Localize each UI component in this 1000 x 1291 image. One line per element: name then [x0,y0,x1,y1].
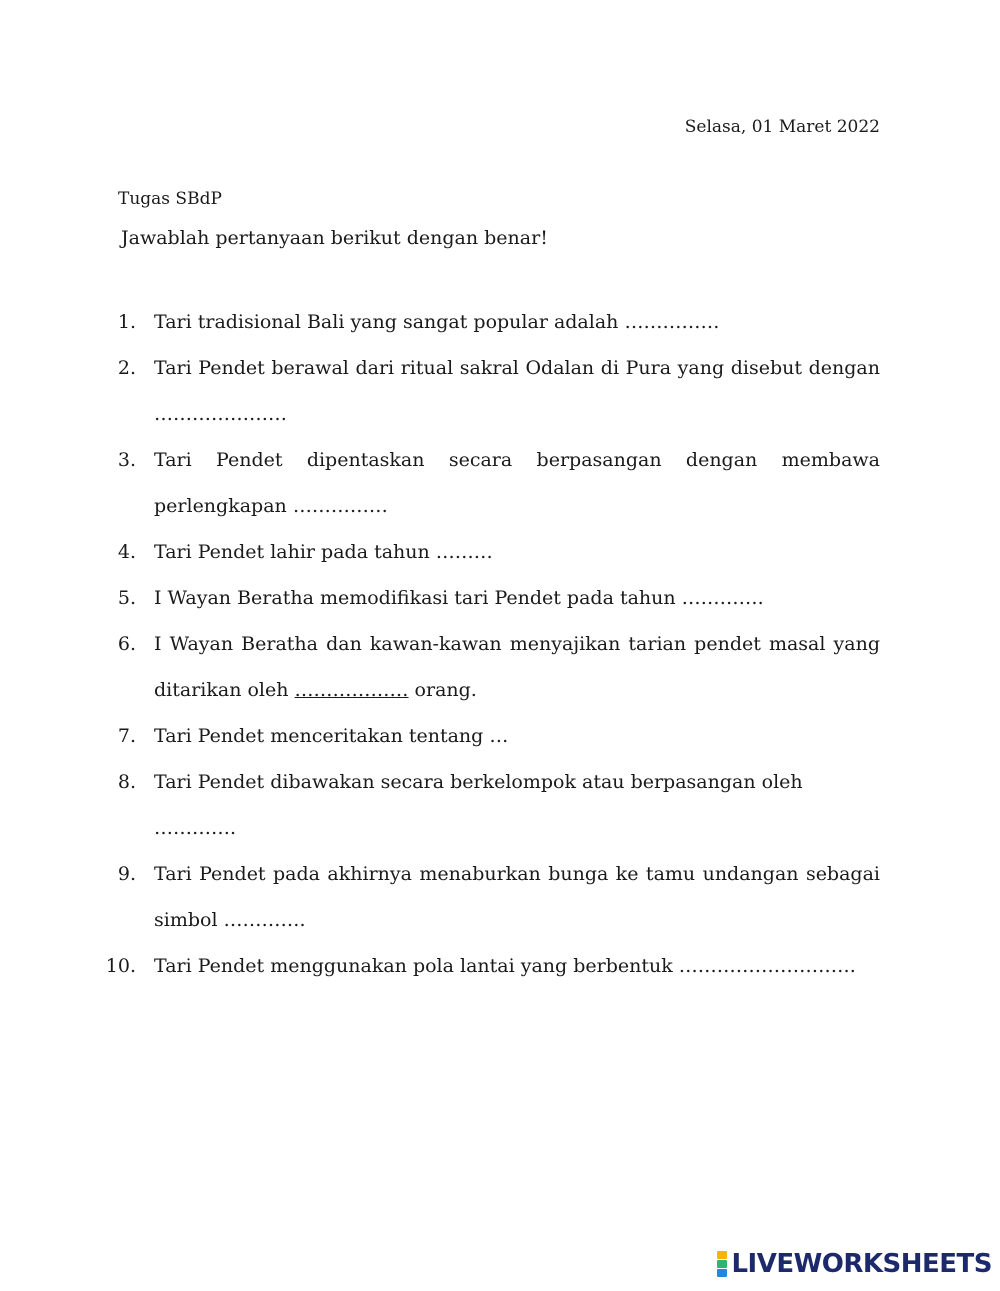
question-number: 10. [105,955,136,977]
question-item [100,621,880,713]
logo-mark-icon [717,1251,727,1277]
instruction-text: Jawablah pertanyaan berikut dengan benar! [121,227,548,249]
question-text: Tari Pendet menggunakan pola lantai yang berbentuk ………………………. [154,955,856,977]
logo-text: LIVEWORKSHEETS [731,1249,992,1279]
question-text [154,621,880,713]
question-item [100,713,880,759]
question-number: 5. [117,587,136,609]
question-number: 1. [117,311,136,333]
question-item [100,575,880,621]
liveworksheets-logo[interactable] [717,1249,992,1279]
logo-mark-block [717,1251,727,1259]
question-number: 6. [117,633,136,655]
question-text-after: orang. [408,679,477,701]
logo-mark-block [717,1260,727,1268]
question-item [100,529,880,575]
question-number: 7. [117,725,136,747]
question-item [100,943,880,989]
question-text: Tari Pendet berawal dari ritual sakral Odalan di Pura yang disebut dengan ………………… [154,357,880,425]
question-text: Tari Pendet pada akhirnya menaburkan bunga ke tamu undangan sebagai simbol …………. [154,863,880,931]
answer-blank[interactable]: ……………… [294,679,409,701]
question-number: 3. [117,449,136,471]
question-item [100,345,880,437]
date-line: Selasa, 01 Maret 2022 [684,117,880,137]
question-text: I Wayan Beratha memodifikasi tari Pendet pada tahun …………. [154,587,764,609]
question-list [100,299,880,989]
question-text: Tari tradisional Bali yang sangat popular adalah …………… [154,311,720,333]
question-text-before: I Wayan Beratha dan kawan-kawan menyajikan tarian pendet masal yang ditarikan oleh [154,633,880,701]
question-text: Tari Pendet dipentaskan secara berpasangan dengan membawa perlengkapan …………… [154,449,880,517]
question-text: Tari Pendet menceritakan tentang … [154,725,509,747]
question-number: 8. [117,771,136,793]
question-text: Tari Pendet dibawakan secara berkelompok atau berpasangan oleh …………. [154,771,803,839]
question-item [100,759,880,851]
question-number: 4. [117,541,136,563]
question-text: Tari Pendet lahir pada tahun ……… [154,541,493,563]
question-item [100,437,880,529]
question-number: 9. [117,863,136,885]
subject-title: Tugas SBdP [118,189,222,209]
question-number: 2. [117,357,136,379]
question-item [100,851,880,943]
logo-mark-block [717,1269,727,1277]
question-item [100,299,880,345]
